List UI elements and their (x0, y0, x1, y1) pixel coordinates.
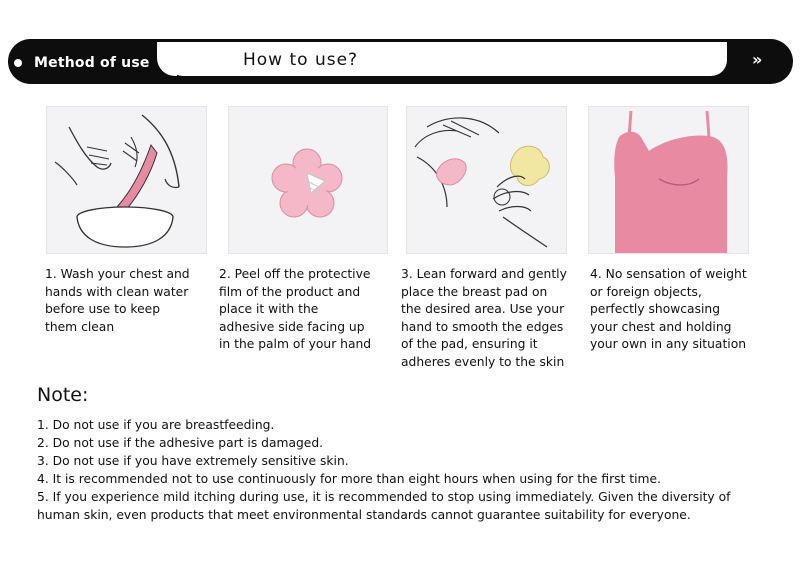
step-1-caption: 1. Wash your chest and hands with clean water before use to keep them clean (45, 267, 190, 334)
illustration-peel (228, 106, 388, 254)
step-3-caption: 3. Lean forward and gently place the breast pad on the desired area. Use your hand to smooth the edges of the pad, ensuring it adheres evenly to the skin (401, 267, 567, 369)
note-item: human skin, even products that meet environmental standards cannot guarantee suitability for everyone. (37, 508, 691, 522)
double-chevron-icon[interactable]: » (752, 50, 759, 69)
step-2-caption: 2. Peel off the protective film of the product and place it with the adhesive side facing up in the palm of your hand (219, 267, 372, 352)
page-title: How to use? (243, 50, 359, 70)
note-item: 3. Do not use if you have extremely sensitive skin. (37, 454, 349, 468)
dot-icon (160, 59, 168, 67)
note-item: 5. If you experience mild itching during use, it is recommended to stop using immediately. Given the diversity of (37, 490, 731, 504)
note-item: 1. Do not use if you are breastfeeding. (37, 418, 275, 432)
illustration-apply (406, 106, 567, 254)
note-title: Note: (37, 384, 89, 406)
method-of-use-tag (14, 52, 168, 74)
illustration-result (588, 106, 749, 254)
step-4-caption: 4. No sensation of weight or foreign objects, perfectly showcasing your chest and holding your own in any situation (590, 267, 747, 352)
dot-icon (14, 59, 22, 67)
note-list (37, 416, 782, 524)
note-item: 2. Do not use if the adhesive part is damaged. (37, 436, 324, 450)
illustration-wash (46, 106, 207, 254)
note-item: 4. It is recommended not to use continuously for more than eight hours when using for the first time. (37, 472, 661, 486)
method-label: Method of use (34, 55, 150, 71)
